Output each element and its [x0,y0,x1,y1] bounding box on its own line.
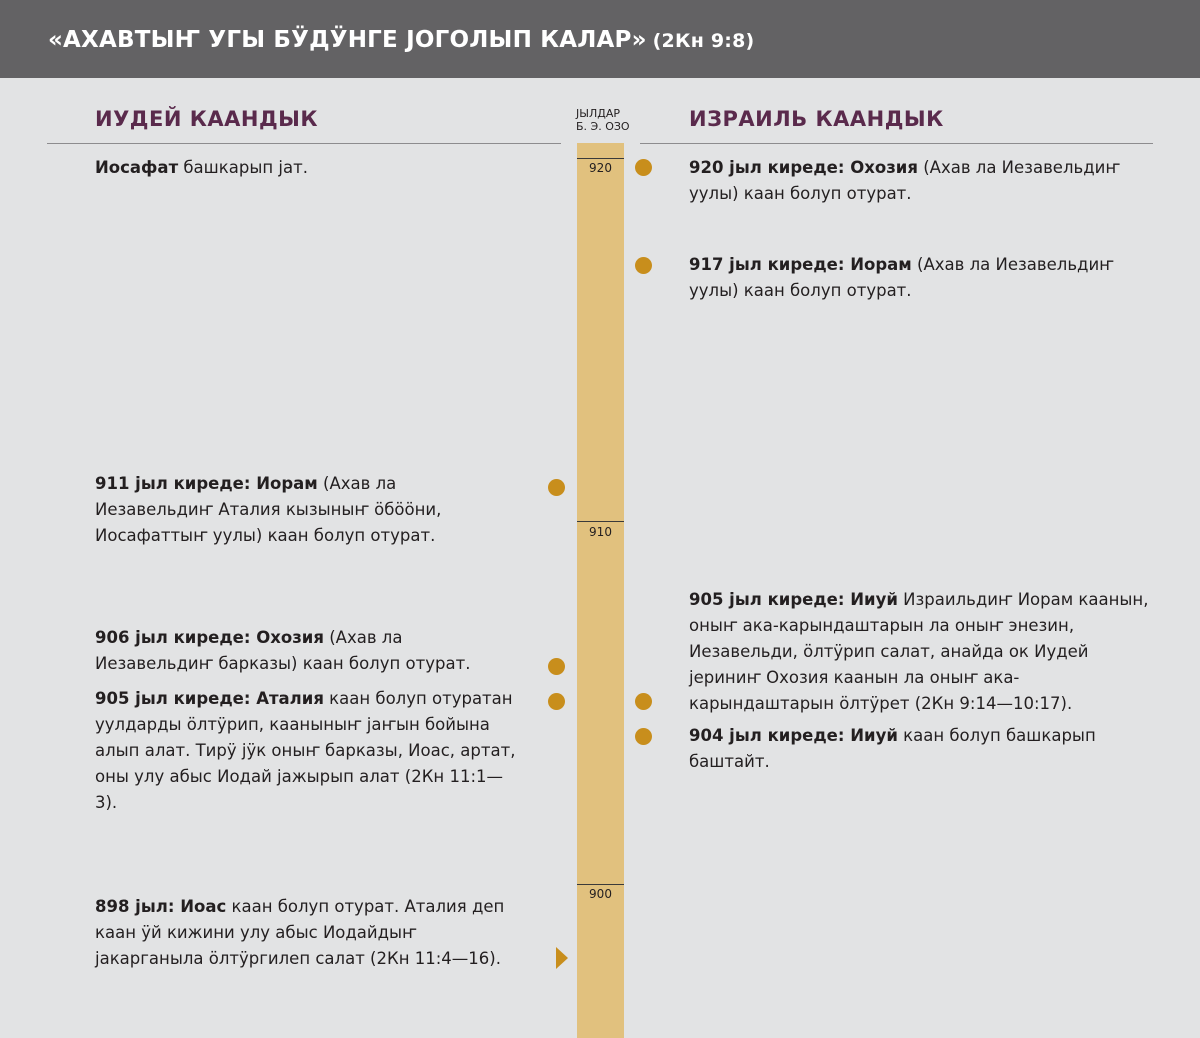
event-heading: 911 јыл киреде: Иорам [95,474,318,493]
timeline-bar [577,143,624,1038]
israel-event [689,723,1164,775]
judah-event [95,625,515,677]
years-axis-label [576,107,638,133]
timeline-marker-dot [635,728,652,745]
title-banner [0,0,1200,78]
event-text: (Ахав ла Иезавельдиҥ барказы) каан болуп отурат. [95,628,471,673]
event-text: (Ахав ла Иезавельдиҥ уулы) каан болуп отурат. [689,255,1114,300]
judah-event [95,471,515,549]
event-heading: 905 јыл киреде: Аталия [95,689,324,708]
judah-event [95,686,525,816]
timeline-tick [577,158,624,159]
years-label-line1: ЈЫЛДАР [576,107,620,120]
israel-kingdom-heading: ИЗРАИЛЬ КААНДЫК [689,107,944,131]
event-heading: 917 јыл киреде: Иорам [689,255,912,274]
israel-event [689,155,1159,207]
event-text: (Ахав ла Иезавельдиҥ Аталия кызыныҥ ӧбӧӧни, Иосафаттыҥ уулы) каан болуп отурат. [95,474,442,545]
timeline-marker-dot [548,693,565,710]
timeline-tick-label: 900 [589,887,612,901]
judah-event [95,155,535,181]
event-text: каан болуп башкарып баштайт. [689,726,1096,771]
event-heading: 898 јыл: Иоас [95,897,227,916]
timeline-tick-label: 910 [589,525,612,539]
event-text: каан болуп отуратан уулдарды ӧлтӱрип, кааныныҥ јаҥын бойына алып алат. Тирӱ јӱк оныҥ барказы, Иоас, артат, оны улу абыс Иодай јажырып алат (2Кн 11:1—3). [95,689,516,812]
title-reference: (2Кн 9:8) [652,30,755,52]
israel-event [689,252,1159,304]
title-text: «АХАВТЫҤ УГЫ БӰДӰНГЕ ЈОГОЛЫП КАЛАР» [48,27,647,53]
event-text: (Ахав ла Иезавельдиҥ уулы) каан болуп отурат. [689,158,1120,203]
timeline-tick-label: 920 [589,161,612,175]
years-label-line2: Б. Э. ОЗО [576,120,630,133]
judah-kingdom-heading: ИУДЕЙ КААНДЫК [95,107,319,131]
event-heading: 904 јыл киреде: Ииуй [689,726,898,745]
event-heading: 906 јыл киреде: Охозия [95,628,324,647]
right-heading-rule [640,143,1153,144]
event-heading: Иосафат [95,158,179,177]
left-heading-rule [47,143,561,144]
timeline-marker-dot [635,159,652,176]
timeline-marker-dot [635,693,652,710]
event-text: каан болуп отурат. Аталия деп каан ӱй кижини улу абыс Иодайдыҥ јакарганыла ӧлтӱргилеп салат (2Кн 11:4—16). [95,897,505,968]
event-heading: 920 јыл киреде: Охозия [689,158,918,177]
timeline-marker-dot [548,479,565,496]
timeline-tick [577,521,624,522]
timeline-marker-dot [548,658,565,675]
israel-event [689,587,1164,717]
event-text: Израильдиҥ Иорам каанын, оныҥ ака-карындаштарын ла оныҥ энезин, Иезавельди, ӧлтӱрип салат, анайда ок Иудей јериниҥ Охозия каанын ла оныҥ ака-карындаштарын ӧлтӱрет (2Кн 9:14—10:17). [689,590,1149,713]
page-title [48,27,754,53]
timeline-tick [577,884,624,885]
timeline-marker-arrow-icon [556,947,568,969]
event-heading: 905 јыл киреде: Ииуй [689,590,898,609]
judah-event [95,894,515,972]
event-text: башкарып јат. [178,158,308,177]
timeline-marker-dot [635,257,652,274]
